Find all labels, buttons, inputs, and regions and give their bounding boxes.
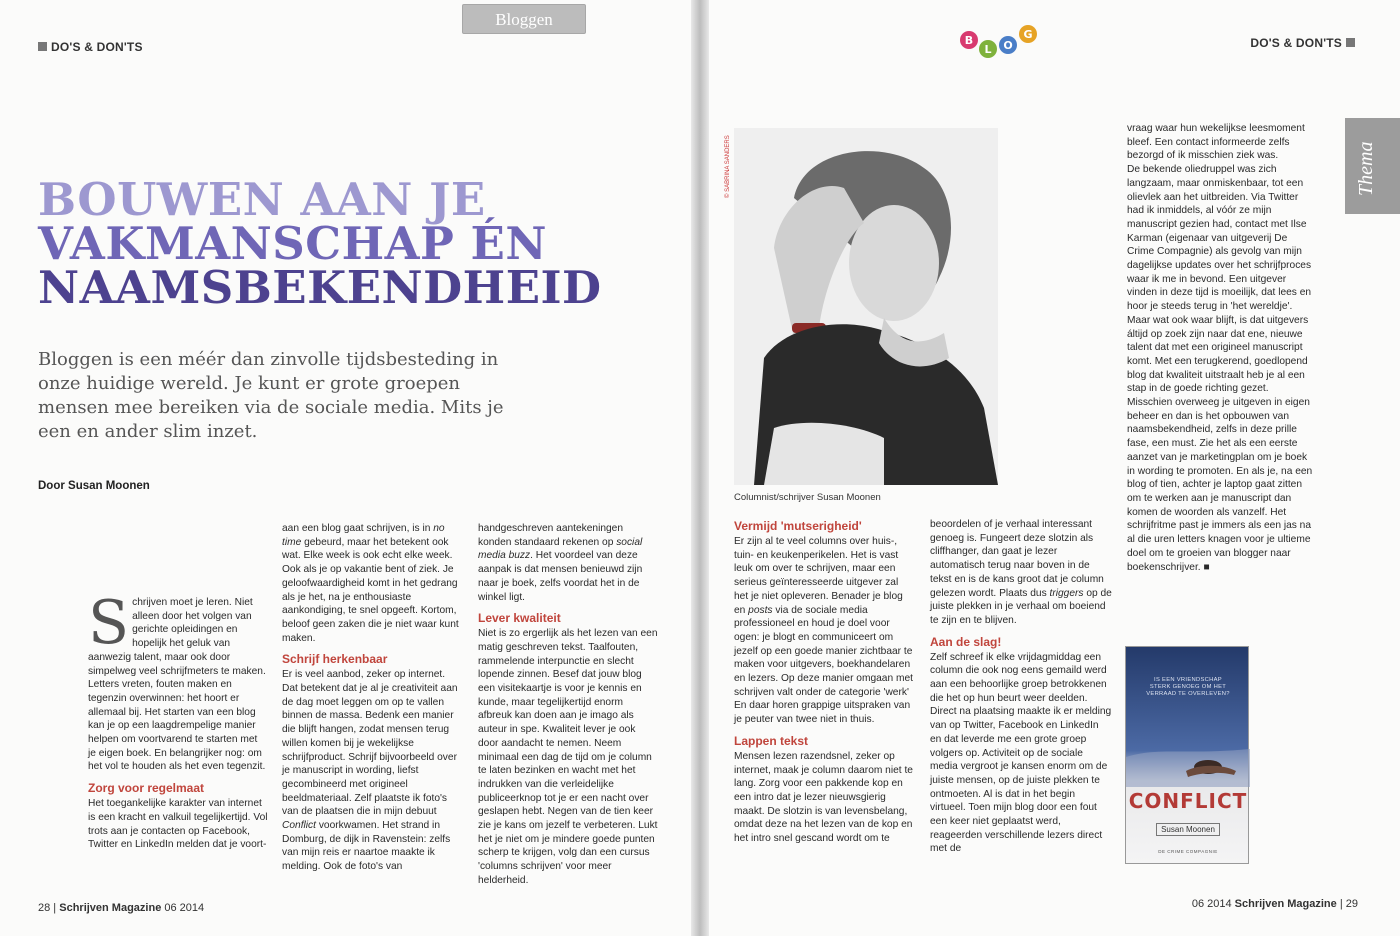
paragraph: Het toegankelijke karakter van internet is een kracht en valkuil tegelijkertijd. Vol trots aan je contacten op Facebook, Twitter en LinkedIn melden dat je voort- [88,798,268,851]
blog-letter: L [984,43,992,56]
section-label [38,40,143,54]
blog-bubble-l [979,40,997,58]
page-number: 28 [38,902,51,914]
paragraph-text: chrijven moet je leren. Niet alleen door het volgen van gerichte opleidingen en hopelijk het geluk van aanwezig talent, maar ook door simpelweg veel schrijfmeters te maken. Letters vreten, fouten maken en tegenzin overwinnen: het hoort er allemaal bij. Het starten van een blog kan je op een laagdrempelige manier helpen om voortvarend te starten met je eigen boek. En belangrijker nog: om het vol te houden als het even tegenzit. [88,597,266,773]
blog-letter: G [1023,28,1033,41]
book-title: CONFLICT [1128,789,1248,813]
article-column-2 [282,522,462,873]
text-run: aan een blog gaat schrijven, is in [282,523,434,534]
subheading-kwaliteit: Lever kwaliteit [478,611,561,626]
section-label-text: DO'S & DON'TS [1250,36,1342,50]
book-author: Susan Moonen [1156,823,1220,836]
paragraph [734,535,914,727]
tab-bloggen: Bloggen [462,4,586,34]
headline-line-3: NAAMSBEKENDHEID [38,261,602,314]
article-column-6 [1127,122,1313,608]
end-mark-icon: ■ [1203,561,1210,573]
photo-credit [724,135,732,198]
text-run: Er is veel aanbod, zeker op internet. Dat betekent dat je al je creativiteit aan de dag moet leggen om op te vallen binnen de massa. Bedenk een manier die blijft hangen, zodat mensen terug willen komen bij je wekelijkse schrijfproduct. Schrijf bijvoorbeeld over je manuscript in wording, liefst gecombineerd met origineel beeldmateriaal. Zelf plaatste ik foto's van de plaatsen die in mijn debuut [282,669,458,818]
blog-bubble-b [960,31,978,49]
text-run: handgeschreven aantekeningen konden standaard rekenen op [478,523,624,548]
text-run: Misschien overweeg je uitgeven in eigen beheer en dan is het opbouwen van naamsbekendheid, zelfs in deze prille fase, een must. Zie het als een eerste aanzet van je marketingplan om je boek in wording te promoten. En als je, na een blog of tien, achter je laptop gaat zitten om te werken aan je manuscript dan komen de woorden als vanzelf. Het schrijfritme past je immers als een jas na al die uren letters knagen voor je ultieme doel om te groeien van blogger naar boekenschrijver. [1127,397,1313,573]
paragraph: Niet is zo ergerlijk als het lezen van een matig geschreven tekst. Taalfouten, rammelende interpunctie en slecht lopende zinnen. Besef dat jouw blog een visitekaartje is voor je kennis en kunde, maar tegelijkertijd enorm afbreuk kan doen aan je imago als auteur in spe. Kwaliteit lever je ook door aandacht te nemen. Neem minimaal een dag de tijd om je column te laten bezinken en wacht met het indrukken van die verleidelijke publiceerknop tot je er een nacht over geslapen hebt. Negen van de tien keer zie je kans om jezelf te verbeteren. Lukt het je niet om je mindere goede punten scherp te krijgen, volg dan een cursus 'columns schrijven' voor meer helderheid. [478,628,658,886]
paragraph [88,588,268,774]
page-number: 29 [1345,898,1358,910]
paragraph [282,668,462,874]
right-page [709,0,1400,936]
article-column-3 [478,522,658,886]
headline-line-2: VAKMANSCHAP ÉN [38,217,547,270]
paragraph: Mensen lezen razendsnel, zeker op internet, maak je column daarom niet te lang. Zorg voor een pakkende kop en een intro dat je lezer nieuwsgierig maakt. De slotzin is van levensbelang, omdat deze na het lezen van de kop en het intro snel gescand wordt om te [734,750,913,845]
text-run-italic: Conflict [282,820,316,832]
author-photo-illustration [734,128,998,485]
book-cover-figure [1126,727,1250,787]
section-label [1250,36,1355,50]
tab-thema [1345,118,1400,214]
text-run: beoordelen of je verhaal interessant genoeg is. Fungeert deze slotzin als cliffhanger, dan gaat je lezer automatisch terug naar boven in de tekst en is de kans groot dat je column gelezen wordt. Plaats dus [930,519,1104,599]
magazine-name: Schrijven Magazine [1234,898,1337,910]
paragraph [930,518,1112,628]
text-run-italic: posts [748,604,773,616]
issue-date: 06 2014 [1191,898,1232,910]
text-run: . Het voordeel van deze aanpak is dat mensen benieuwd zijn naar je boek, zelfs voordat het in de winkel ligt. [478,550,643,603]
subheading-herkenbaar: Schrijf herkenbaar [282,652,388,667]
paragraph: vraag waar hun wekelijkse leesmoment bleef. Een contact informeerde zelfs bezorgd of ik misschien ziek was. [1127,123,1305,162]
issue-date: 06 2014 [164,902,205,914]
section-square-icon [38,42,47,51]
subheading-mutserigheid: Vermijd 'mutserigheid' [734,519,862,533]
subheading-aan-de-slag: Aan de slag! [930,634,1002,649]
blog-letter: B [964,34,974,47]
article-column-1 [88,588,268,856]
spread-gutter [691,0,709,936]
magazine-name: Schrijven Magazine [59,902,162,914]
page-footer: 28 | Schrijven Magazine 06 2014 [38,902,205,914]
blog-bubble-o [999,36,1017,54]
text-run: via de sociale media professioneel en houd je doel voor ogen: je blogt en communiceert om jezelf op een goede manier zichtbaar te maken voor uitgevers, boekhandelaren en lezers. Op deze manier omgaan met schrijven valt onder de categorie 'werk' En daar horen grappige uitspraken van je peuter van twee niet in thuis. [734,604,913,726]
text-run: op de juiste plekken in je verhaal om boeiend te zijn en te blijven. [930,587,1112,626]
paragraph [478,522,658,604]
section-square-icon [1346,38,1355,47]
blog-bubble-g [1019,25,1037,43]
subheading-regelmaat: Zorg voor regelmaat [88,781,205,796]
headline-line-1: BOUWEN AAN JE [38,173,486,226]
article-column-5 [930,518,1112,858]
text-run: Er zijn al te veel columns over huis-, tuin- en keukenperikelen. Het is vast leuk om over te schrijven, maar een serieus geïnteresseerde uitgever zal het je niet opleveren. Benader je blog en [734,536,903,616]
intro-text: Bloggen is een méér dan zinvolle tijdsbesteding in onze huidige wereld. Je kunt er grote groepen mensen mee bereiken via de sociale media. Mits je een en ander slim inzet. [38,349,504,442]
page-title [38,173,678,314]
photo-credit-text: © SABRINA SANDERS [725,135,731,198]
text-run-italic: triggers [1049,587,1084,599]
page-footer: 06 2014 Schrijven Magazine | 29 [1191,898,1358,910]
byline: Door Susan Moonen [38,480,150,492]
text-run: voorkwamen. Het strand in Domburg, de dijk in Ravenstein: zelfs van mijn reis er naartoe maakte ik melding. Ook de foto's van [282,820,451,873]
paragraph [282,522,462,645]
dropcap: S [88,588,130,658]
book-cover [1125,646,1249,864]
text-run-italic: no time [282,523,445,548]
article-column-4 [734,518,914,858]
book-tagline: IS EEN VRIENDSCHAP STERK GENOEG OM HET VERRAAD TE OVERLEVEN? [1146,677,1230,697]
text-run: gebeurd, maar het betekent ook wat. Elke week is ook echt elke week. Ook als je op vakantie bent of ziek. Je geloofwaardigheid komt in het gedrang als je het, na je enthousiaste aankondiging, te snel opgeeft. Kortom, beloof geen zaken die je niet waar kunt maken. [282,536,459,644]
photo-caption: Columnist/schrijver Susan Moonen [734,492,881,503]
paragraph: Zelf schreef ik elke vrijdagmiddag een column die ook nog eens gemaild werd aan een behoorlijke groep betrokkenen die het op hun beurt weer deelden. Direct na plaatsing maakte ik er melding van op Twitter, Facebook en LinkedIn en dat leverde me een grote groep volgers op. Activiteit op de sociale media vergroot je kansen enorm om de juiste mensen, op de juiste plekken te ontmoeten. Al is dat in het begin virtueel. Toen mijn blog door een fout een keer niet geplaatst werd, reageerden verschillende lezers direct met de [930,651,1112,855]
blog-logo [955,20,1043,60]
book-publisher: DE CRIME COMPAGNIE [1158,849,1218,854]
author-photo [734,128,998,485]
tab-thema-label: Thema [1355,141,1377,196]
blog-letter: O [1003,39,1013,52]
paragraph [1127,396,1313,574]
left-page [0,0,691,936]
subheading-lappen-tekst: Lappen tekst [734,733,809,748]
paragraph: De bekende oliedruppel was zich langzaam, maar onmiskenbaar, tot een olievlek aan het uitbreiden. Via Twitter had ik inmiddels, al vóór ze mijn manuscript gezien had, contact met Ilse Karman (eigenaar van uitgeverij De Crime Compagnie) als gevolg van mijn dagelijkse updates over het schrijfproces waar ik me in bevond. Een uitgever vinden in deze tijd is moeilijk, dat lees en hoor je steeds terug in 'het wereldje'. Maar wat ook waar blijft, is dat uitgevers áltijd op zoek zijn naar dat ene, nieuwe talent dat met een origineel manuscript komt. Met een terugkerend, goedlopend blog dat kwaliteit uitstraalt heb je al een stap in de goede richting gezet. [1127,164,1312,395]
text-run-italic: social media buzz [478,536,643,562]
section-label-text: DO'S & DON'TS [51,40,143,54]
